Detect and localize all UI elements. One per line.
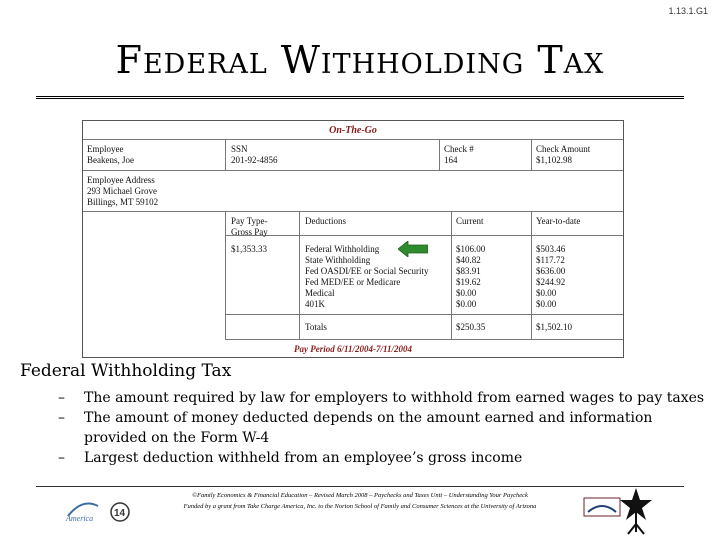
deduction-ytd: $244.92 — [536, 277, 566, 287]
ssn-value: 201-92-4856 — [231, 155, 278, 165]
paystub-divider — [225, 211, 226, 339]
paystub-divider — [83, 170, 623, 171]
check-label: Check # — [444, 144, 474, 154]
deduction-current: $0.00 — [456, 299, 477, 309]
employee-label: Employee — [87, 144, 124, 154]
check-amount-label: Check Amount — [536, 144, 591, 154]
list-item — [58, 408, 718, 448]
totals-current: $250.35 — [456, 322, 486, 332]
deduction-name: Medical — [305, 288, 335, 298]
check-amount-value: $1,102.98 — [536, 155, 572, 165]
paystub-divider — [531, 139, 532, 170]
paystub-image — [82, 120, 624, 358]
deduction-name: Fed OASDI/EE or Social Security — [305, 266, 429, 276]
deduction-name: Fed MED/EE or Medicare — [305, 277, 401, 287]
bullet-text: The amount required by law for employers to withhold from earned wages to pay taxes — [84, 390, 705, 406]
footer-line: Funded by a grant from Take Charge America, Inc. to the Norton School of Family and Consumer Sciences at the University of Arizona — [183, 503, 537, 510]
address-line: Billings, MT 59102 — [87, 197, 159, 207]
list-item — [58, 448, 718, 468]
section-heading: Federal Withholding Tax — [20, 361, 232, 381]
ytd-header: Year-to-date — [536, 216, 581, 226]
paystub-divider — [439, 139, 440, 170]
deduction-ytd: $636.00 — [536, 266, 566, 276]
footer-text — [150, 490, 570, 512]
paystub-divider — [83, 211, 623, 212]
footer-divider — [36, 486, 684, 487]
bullet-dash: – — [58, 410, 65, 426]
paystub-divider — [225, 339, 623, 340]
address-label: Employee Address — [87, 175, 155, 185]
paystub-divider — [83, 139, 623, 140]
paystub-company: On-The-Go — [329, 125, 377, 136]
address-line: 293 Michael Grove — [87, 186, 157, 196]
bullet-text: The amount of money deducted depends on the amount earned and information provided on the Form W-4 — [84, 410, 653, 446]
deduction-name: State Withholding — [305, 255, 371, 265]
deduction-ytd: $503.46 — [536, 244, 566, 254]
pay-period: Pay Period 6/11/2004-7/11/2004 — [294, 344, 412, 354]
deduction-name: 401K — [305, 299, 325, 309]
deduction-current: $40.82 — [456, 255, 481, 265]
paystub-divider — [225, 139, 226, 170]
deduction-name: Federal Withholding — [305, 244, 380, 254]
deduction-current: $19.62 — [456, 277, 481, 287]
arrow-left-icon — [398, 241, 428, 257]
pay-type-label: Pay Type- — [231, 216, 268, 226]
deduction-ytd: $0.00 — [536, 288, 557, 298]
bullet-list — [58, 388, 718, 468]
star-figure-icon — [612, 484, 660, 536]
bullet-dash: – — [58, 390, 65, 406]
deduction-ytd: $117.72 — [536, 255, 565, 265]
deduction-current: $0.00 — [456, 288, 477, 298]
title-divider — [36, 96, 684, 99]
page-title: Federal Withholding Tax — [115, 38, 605, 82]
list-item — [58, 388, 718, 408]
current-header: Current — [456, 216, 484, 226]
gross-pay-value: $1,353.33 — [231, 244, 267, 254]
svg-text:America: America — [66, 514, 94, 523]
paystub-divider — [451, 211, 452, 339]
deductions-header: Deductions — [305, 216, 346, 226]
pay-type-value: Gross Pay — [231, 227, 268, 237]
paystub-divider — [531, 211, 532, 339]
slide-number: 1.13.1.G1 — [668, 6, 708, 16]
totals-label: Totals — [305, 322, 327, 332]
paystub-divider — [299, 211, 300, 339]
employee-value: Beakens, Joe — [87, 155, 134, 165]
totals-ytd: $1,502.10 — [536, 322, 572, 332]
bullet-text: Largest deduction withheld from an employee’s gross income — [84, 450, 523, 466]
paystub-divider — [225, 314, 623, 315]
deduction-current: $83.91 — [456, 266, 481, 276]
deduction-ytd: $0.00 — [536, 299, 557, 309]
paystub-divider — [225, 235, 623, 236]
ssn-label: SSN — [231, 144, 248, 154]
deduction-current: $106.00 — [456, 244, 486, 254]
check-value: 164 — [444, 155, 458, 165]
svg-text:14: 14 — [114, 508, 126, 519]
footer-line: ©Family Economics & Financial Education – Revised March 2008 – Paychecks and Taxes Unit – Understanding Your Paycheck — [192, 492, 528, 499]
take-charge-america-logo — [64, 492, 134, 524]
bullet-dash: – — [58, 450, 65, 466]
